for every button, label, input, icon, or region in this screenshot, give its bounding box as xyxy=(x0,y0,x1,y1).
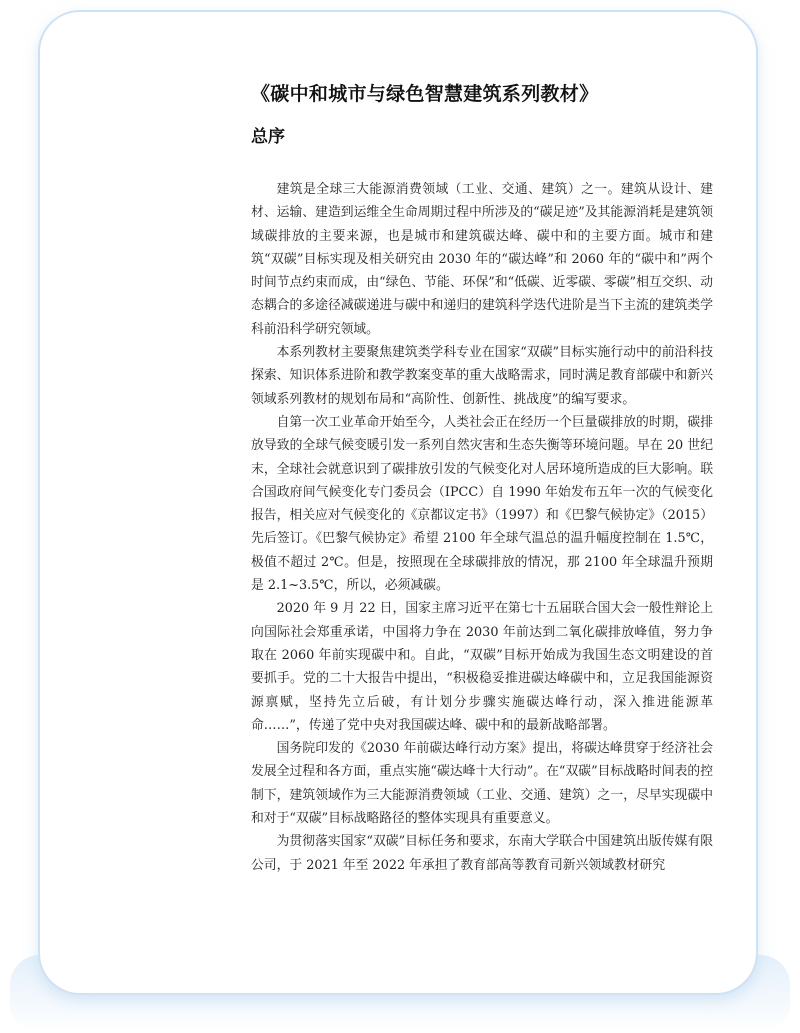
paragraph-2: 本系列教材主要聚焦建筑类学科专业在国家“双碳”目标实施行动中的前沿科技探索、知识体系进阶和教学教案变革的重大战略需求，同时满足教育部碳中和新兴领域系列教材的规划布局和“高阶性、创新性、挑战度”的编写要求。 xyxy=(251,345,713,407)
paragraph-1: 建筑是全球三大能源消费领域（工业、交通、建筑）之一。建筑从设计、建材、运输、建造到运维全生命周期过程中所涉及的“碳足迹”及其能源消耗是建筑领域碳排放的主要来源，也是城市和建筑碳达峰、碳中和的主要方面。城市和建筑“双碳”目标实现及相关研究由 2030 年的“碳达峰”和 2060 年的“碳中和”两个时间节点约束而成，由“绿色、节能、环保”和“低碳、近零碳、零碳”相互交织、动态耦合的多途径减碳递进与碳中和递归的建筑科学迭代进阶是当下主流的建筑类学科前沿科学研究领域。 xyxy=(251,182,713,337)
document-page xyxy=(251,80,713,877)
paragraph-4: 2020 年 9 月 22 日，国家主席习近平在第七十五届联合国大会一般性辩论上向国际社会郑重承诺，中国将力争在 2030 年前达到二氧化碳排放峰值，努力争取在 2060 年前实现碳中和。自此，“双碳”目标开始成为我国生态文明建设的首要抓手。党的二十大报告中提出，“积极稳妥推进碳达峰碳中和，立足我国能源资源禀赋，坚持先立后破，有计划分步骤实施碳达峰行动，深入推进能源革命……”，传递了党中央对我国碳达峰、碳中和的最新战略部署。 xyxy=(251,601,713,733)
section-title: 总序 xyxy=(251,127,285,147)
paragraph-5: 国务院印发的《2030 年前碳达峰行动方案》提出，将碳达峰贯穿于经济社会发展全过程和各方面，重点实施“碳达峰十大行动”。在“双碳”目标战略时间表的控制下，建筑领域作为三大能源消费领域（工业、交通、建筑）之一，尽早实现碳中和对于“双碳”目标战略路径的整体实现具有重要意义。 xyxy=(251,741,713,827)
paragraph-3: 自第一次工业革命开始至今，人类社会正在经历一个巨量碳排放的时期，碳排放导致的全球气候变暖引发一系列自然灾害和生态失衡等环境问题。早在 20 世纪末，全球社会就意识到了碳排放引发的气候变化对人居环境所造成的巨大影响。联合国政府间气候变化专门委员会（IPCC）自 1990 年始发布五年一次的气候变化报告，相关应对气候变化的《京都议定书》（1997）和《巴黎气候协定》（2015）先后签订。《巴黎气候协定》希望 2100 年全球气温总的温升幅度控制在 1.5℃，极值不超过 2℃。但是，按照现在全球碳排放的情况，那 2100 年全球温升预期是 2.1~3.5℃，所以，必须减碳。 xyxy=(251,414,713,594)
document-body xyxy=(251,178,713,877)
paragraph-6: 为贯彻落实国家“双碳”目标任务和要求，东南大学联合中国建筑出版传媒有限公司，于 2021 年至 2022 年承担了教育部高等教育司新兴领域教材研究 xyxy=(251,834,713,873)
series-title: 《碳中和城市与绿色智慧建筑系列教材》 xyxy=(251,83,599,105)
